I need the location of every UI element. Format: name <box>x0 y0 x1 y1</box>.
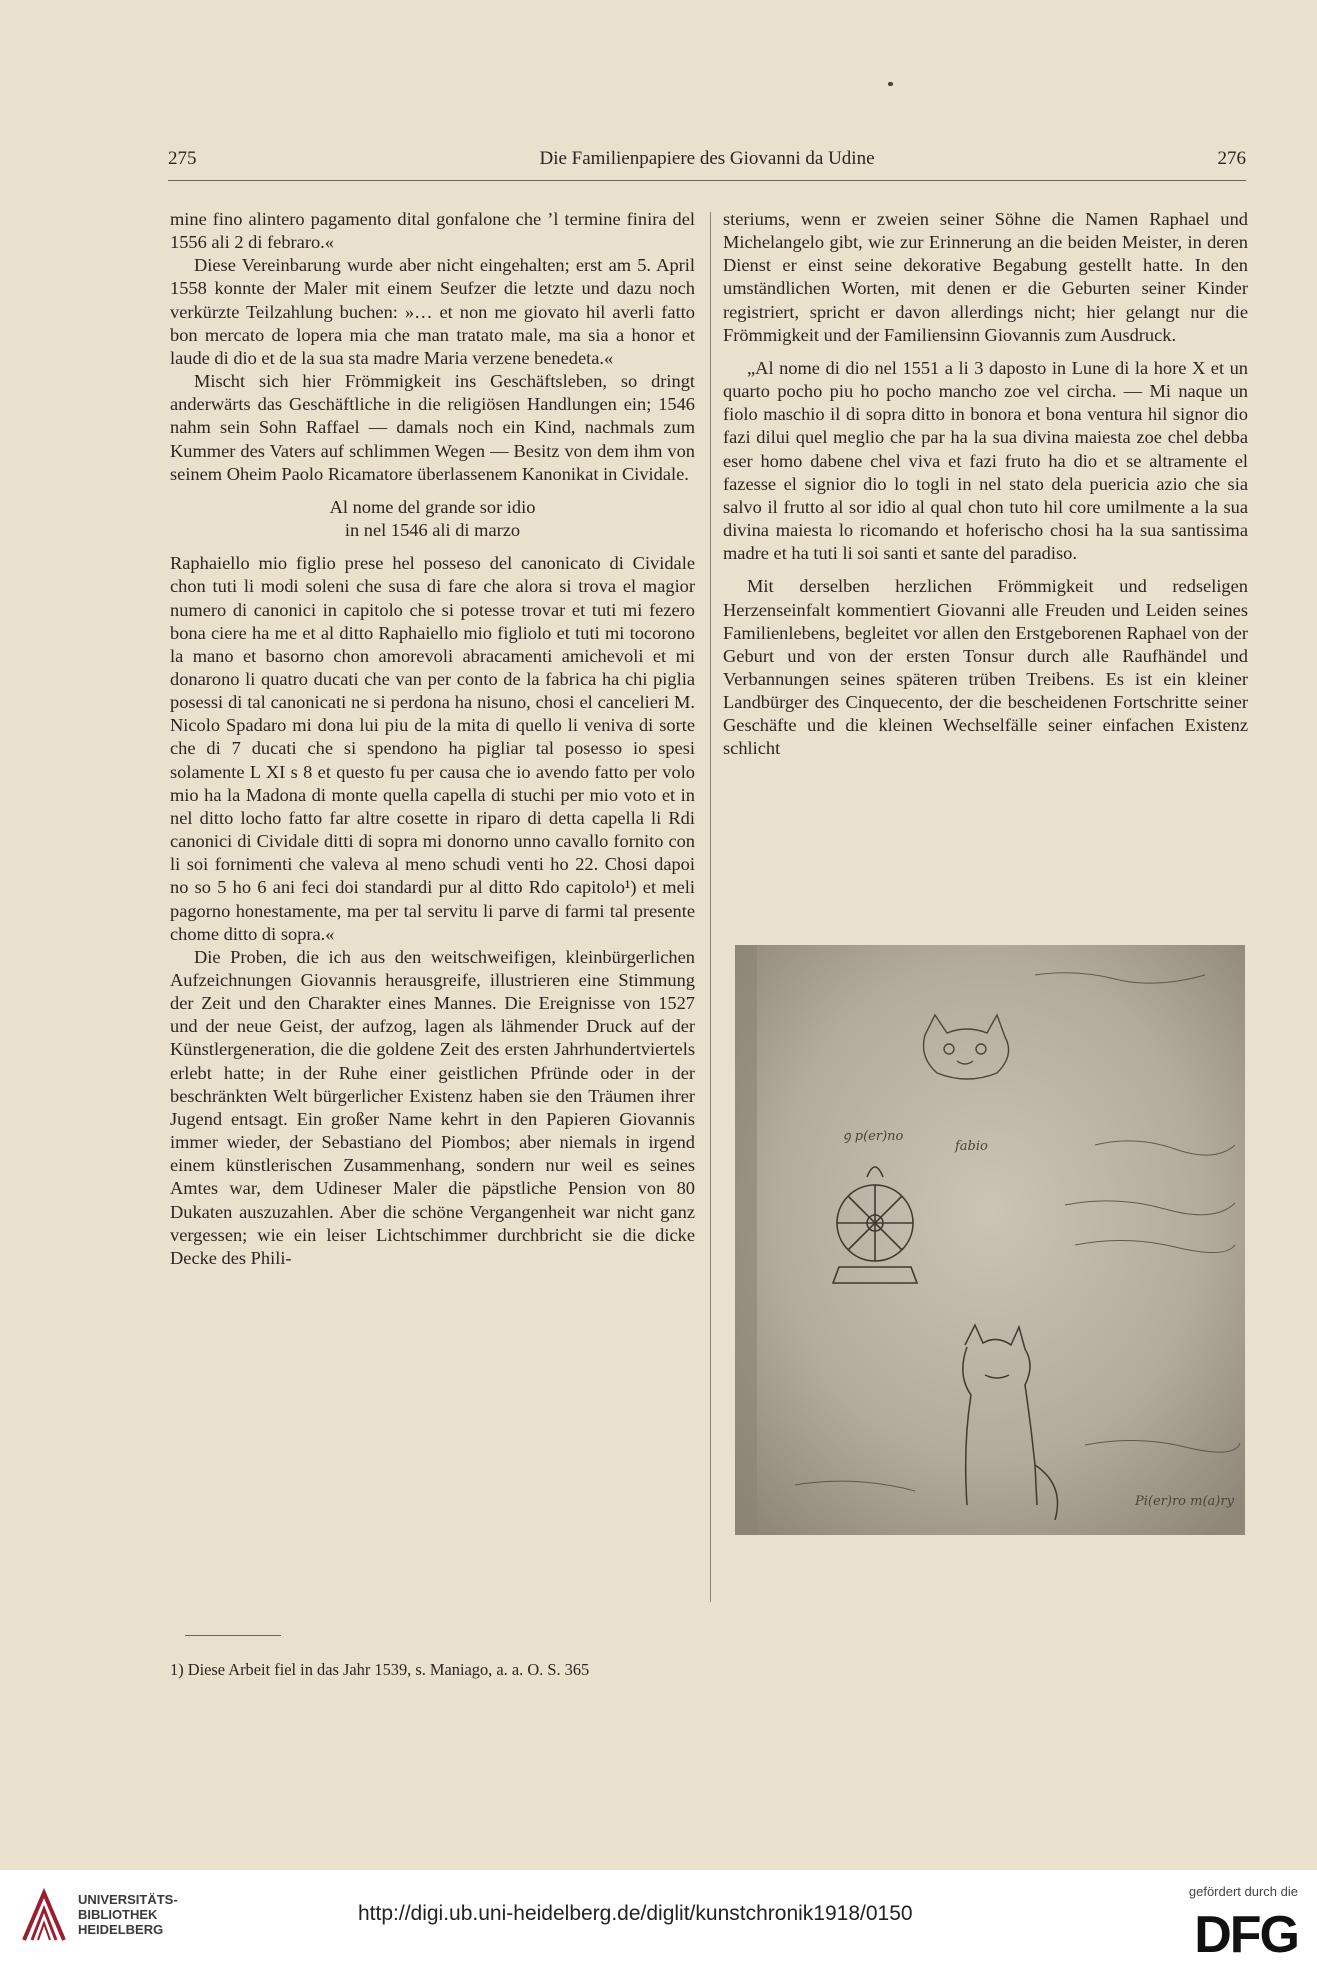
dfg-logo: DFG <box>1194 1906 1298 1964</box>
paragraph: mine fino alintero pagamento dital gonfalone che ’l termine finira del 1556 ali 2 di febraro.« <box>170 209 695 253</box>
library-name-line: HEIDELBERG <box>78 1922 164 1937</box>
paragraph: Die Proben, die ich aus den weitschweifigen, kleinbürgerlichen Aufzeichnungen Giovannis herausgreife, illustrieren eine Stimmung der Zeit und den Charakter eines Mannes. Die Ereignisse von 1527 und der neue Geist, der aufzog, lagen als lähmender Druck auf der Künstlergeneration, die die goldene Zeit des ersten Jahrhundertviertels erlebt hatte; in der Ruhe einer geistlichen Pfründe oder in der beschränkten Welt bürgerlicher Existenz haben sie den Träumen ihrer Jugend entsagt. Ein großer Name kehrt in den Papieren Giovannis immer wieder, der Sebastiano del Piombos; aber niemals in irgend einem künstlerischen Zusammenhang, sondern nur weil es seines Amtes war, dem Udineser Maler die päpstliche Pension von 80 Dukaten auszuzahlen. Aber die schöne Vergangenheit war nicht ganz vergessen; wie ein leiser Lichtschimmer durchbricht sie die dicke Decke des Phili- <box>170 946 695 1268</box>
sketch-note: fabio <box>955 1139 988 1154</box>
library-name-line: UNIVERSITÄTS- <box>78 1892 178 1907</box>
column-divider <box>710 212 711 1602</box>
paragraph: Mischt sich hier Frömmigkeit ins Geschäftsleben, so dringt anderwärts das Geschäftliche in die religiösen Handlungen ein; 1546 nahm sein Sohn Raffael — damals noch ein Kind, nachmals zum Kummer des Vaters auf schlimmen Wegen — Besitz von dem ihm von seinem Oheim Paolo Ricamatore überlassenem Kanonikat in Cividale. <box>170 371 695 484</box>
paragraph: steriums, wenn er zweien seiner Söhne die Namen Raphael und Michelangelo gibt, wie zur Erinnerung an die beiden Meister, in deren Dienst er einst seine dekorative Begabung gestellt hatte. In den umständlichen Worten, mit denen er die Geburten seiner Kinder registriert, spricht er davon allerdings nicht; hier gelangt nur die Frömmigkeit und der Familiensinn Giovannis zum Ausdruck. <box>723 209 1248 345</box>
running-title: Die Familienpapiere des Giovanni da Udine <box>539 148 875 169</box>
running-head <box>168 148 1246 174</box>
header-rule <box>168 180 1246 181</box>
left-column <box>170 208 695 1270</box>
page-number-left: 275 <box>168 148 197 169</box>
library-name-line: BIBLIOTHEK <box>78 1907 158 1922</box>
sketch-note: ꝯ p(er)no <box>843 1129 904 1144</box>
source-url[interactable]: http://digi.ub.uni-heidelberg.de/diglit/kunstchronik1918/0150 <box>358 1902 913 1925</box>
page-number-right: 276 <box>1217 148 1246 169</box>
right-column <box>723 208 1248 761</box>
sketch-figure <box>735 945 1245 1535</box>
paragraph: Mit derselben herzlichen Frömmigkeit und redseligen Herzenseinfalt kommentiert Giovanni alle Freuden und Leiden seines Familienlebens, begleitet vor allen den Erstgeborenen Raphael von der Geburt und von der ersten Tonsur durch alle Raufhändel und Verbannungen seines späteren trüben Treibens. Es ist ein kleiner Landbürger des Cinquecento, der die bescheidenen Fortschritte seiner Geschäfte und die kleinen Wechselfälle seiner einfachen Existenz schlicht <box>723 576 1248 759</box>
funder-caption: gefördert durch die <box>1188 1884 1298 1899</box>
paragraph: Diese Vereinbarung wurde aber nicht eingehalten; erst am 5. April 1558 konnte der Maler mit einem Seufzer die letzte und dazu noch verkürzte Teilzahlung buchen: »… et non me giovato hil averli fatto bon mercato de lopera mia che man tratato male, ma sia a honor et laude di dio et de la sua sta madre Maria verzene benedeta.« <box>170 255 695 368</box>
quote-heading: Al nome del grande sor idio <box>329 496 536 517</box>
footnote-rule <box>185 1635 281 1636</box>
sketch-note: Pi(er)ro m(a)ry <box>1135 1494 1234 1509</box>
university-library-logo-icon <box>18 1885 70 1945</box>
sketch-drawing <box>735 945 1245 1535</box>
quote-paragraph: „Al nome di dio nel 1551 a li 3 daposto in Lune di la hore X et un quarto pocho piu ho pocho mancho zoe vel circha. — Mi naque un fiolo maschio il di sopra ditto in bonora et bona ventura hil signor dio fazi dilui quel meglio che par ha la sua divina maiesta zoe chel debba eser homo dabene chel viva et fazi fruto ha dio et se altramente el fazesse el signior dio lo togli in nel stato dela puericia azio che sia salvo il frutto al sor idio al qual chon tuto hil core umilmente a la sua divina maiesta lo ricomando et hoferischo chosi ha la sua santissima madre et ha tuti li soi santi et sante del paradiso. <box>723 357 1248 564</box>
footnote: 1) Diese Arbeit fiel in das Jahr 1539, s. Maniago, a. a. O. S. 365 <box>170 1660 590 1680</box>
quote-heading: in nel 1546 ali di marzo <box>344 520 521 541</box>
library-name <box>78 1892 178 1937</box>
ink-speck <box>888 82 893 86</box>
quote-paragraph: Raphaiello mio figlio prese hel posseso del canonicato di Cividale chon tuti li modi soleni che susa di fare che alora si trova el magior numero di canonici in capitolo che si potesse trovar et tuti mi fezero bona ciere ha me et al ditto Raphaiello mio figliolo et tuti mi tocorono la mano et basorno chon amorevoli abracamenti amichevoli et mi donarono li quatro ducati che van per conto de la fabrica ha chi piglia posessi di tal canonicati ne si perdona ha nisuno, chosi el cancelieri M. Nicolo Spadaro mi dona lui piu de la mita di quello li veniva di sorte che di 7 ducati che si spendono ha pigliar tal posesso io spesi solamente L XI s 8 et questo fu per causa che io avendo fatto per volo mio ha la Madona di monte quella capella di stuchi per mio voto et in nel ditto locho fatto far altre cosette in riparo di detta capella li Rdi canonici di Cividale ditti di sopra mi donorno unno cavallo fornito con li soi fornimenti che valeva al meno schudi venti ho 22. Chosi dapoi no so 5 ho 6 ani feci doi standardi pur al ditto Rdo capitolo¹) et meli pagorno honestamente, ma per tal servitu li parve di farmi tal presente chome ditto di sopra.« <box>170 553 695 944</box>
